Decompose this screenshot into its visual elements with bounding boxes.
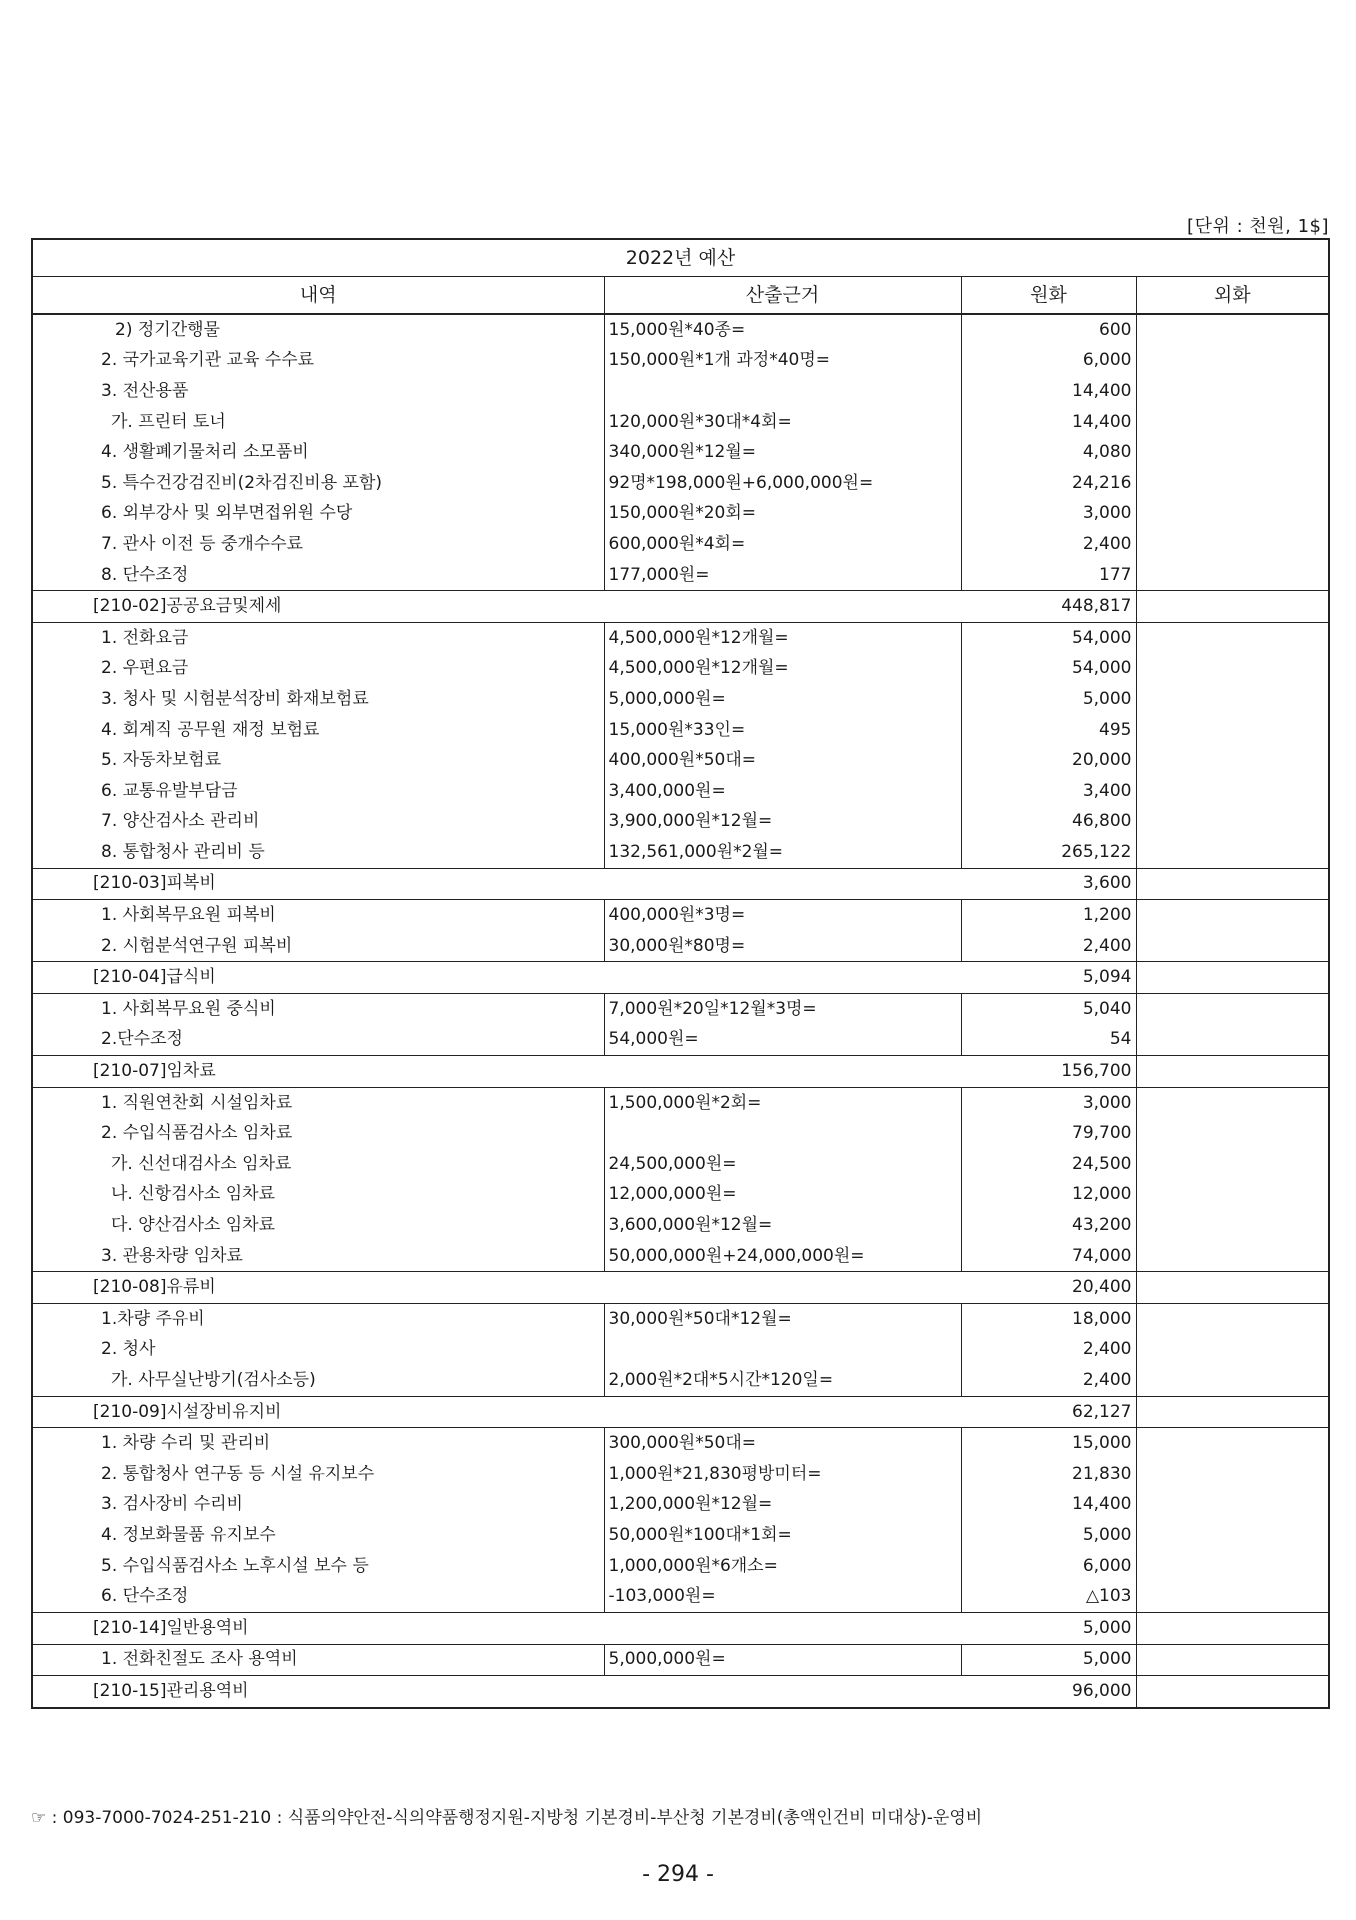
item-foreign (1136, 314, 1329, 346)
item-foreign (1136, 837, 1329, 868)
item-foreign (1136, 1149, 1329, 1180)
item-krw: △103 (961, 1581, 1136, 1612)
section-total-krw: 5,000 (961, 1612, 1136, 1644)
section-total-foreign (1136, 962, 1329, 994)
table-row (32, 468, 1329, 499)
item-basis: 150,000원*1개 과정*40명= (604, 346, 961, 377)
item-foreign (1136, 654, 1329, 685)
item-description: 6. 교통유발부담금 (32, 776, 604, 807)
item-description: 2. 국가교육기관 교육 수수료 (32, 346, 604, 377)
item-krw: 43,200 (961, 1210, 1136, 1241)
item-description: 1. 전화요금 (32, 622, 604, 653)
table-row (32, 346, 1329, 377)
table-row (32, 1210, 1329, 1241)
item-foreign (1136, 1210, 1329, 1241)
item-krw: 12,000 (961, 1180, 1136, 1211)
item-basis: 300,000원*50대= (604, 1428, 961, 1459)
item-krw: 54,000 (961, 654, 1136, 685)
table-row (32, 1581, 1329, 1612)
footnote: ☞ : 093-7000-7024-251-210 : 식품의약안전-식의약품행정지원-지방청 기본경비-부산청 기본경비(총액인건비 미대상)-운영비 (31, 1808, 983, 1828)
item-foreign (1136, 437, 1329, 468)
item-description: 7. 양산검사소 관리비 (32, 807, 604, 838)
section-total-foreign (1136, 1612, 1329, 1644)
table-row (32, 837, 1329, 868)
item-description: 5. 수입식품검사소 노후시설 보수 등 (32, 1551, 604, 1582)
item-description: 나. 신항검사소 임차료 (32, 1180, 604, 1211)
item-basis: 132,561,000원*2월= (604, 837, 961, 868)
section-label: [210-14]일반용역비 (32, 1612, 961, 1644)
section-total-foreign (1136, 1676, 1329, 1708)
item-description: 8. 통합청사 관리비 등 (32, 837, 604, 868)
item-krw: 21,830 (961, 1459, 1136, 1490)
section-label: [210-02]공공요금및제세 (32, 591, 961, 623)
table-row (32, 900, 1329, 931)
item-foreign (1136, 1365, 1329, 1396)
header-krw: 원화 (961, 277, 1136, 315)
table-row (32, 1087, 1329, 1118)
item-foreign (1136, 715, 1329, 746)
item-basis: 54,000원= (604, 1025, 961, 1056)
section-total-krw: 62,127 (961, 1396, 1136, 1428)
item-basis: 4,500,000원*12개월= (604, 654, 961, 685)
table-row (32, 1520, 1329, 1551)
item-basis: 177,000원= (604, 560, 961, 591)
item-basis: 24,500,000원= (604, 1149, 961, 1180)
item-foreign (1136, 684, 1329, 715)
section-label: [210-08]유류비 (32, 1272, 961, 1304)
item-basis: 30,000원*50대*12월= (604, 1304, 961, 1335)
table-row (32, 1365, 1329, 1396)
item-krw: 3,000 (961, 1087, 1136, 1118)
item-krw: 6,000 (961, 346, 1136, 377)
item-krw: 5,040 (961, 994, 1136, 1025)
item-foreign (1136, 622, 1329, 653)
item-krw: 2,400 (961, 931, 1136, 962)
item-foreign (1136, 1118, 1329, 1149)
section-total-krw: 156,700 (961, 1056, 1136, 1088)
item-foreign (1136, 994, 1329, 1025)
item-krw: 600 (961, 314, 1136, 346)
table-row (32, 1180, 1329, 1211)
item-basis: 3,600,000원*12월= (604, 1210, 961, 1241)
table-title-row (32, 239, 1329, 277)
table-row (32, 931, 1329, 962)
section-total-foreign (1136, 868, 1329, 900)
item-foreign (1136, 529, 1329, 560)
item-basis: 400,000원*50대= (604, 745, 961, 776)
item-foreign (1136, 776, 1329, 807)
section-total-krw: 448,817 (961, 591, 1136, 623)
item-basis: 4,500,000원*12개월= (604, 622, 961, 653)
item-description: 5. 자동차보험료 (32, 745, 604, 776)
table-row (32, 745, 1329, 776)
item-krw: 5,000 (961, 1644, 1136, 1676)
item-foreign (1136, 1644, 1329, 1676)
item-description: 1. 차량 수리 및 관리비 (32, 1428, 604, 1459)
table-row (32, 560, 1329, 591)
item-foreign (1136, 1520, 1329, 1551)
item-basis: 15,000원*40종= (604, 314, 961, 346)
item-description: 4. 생활폐기물처리 소모품비 (32, 437, 604, 468)
item-foreign (1136, 931, 1329, 962)
item-description: 6. 외부강사 및 외부면접위원 수당 (32, 499, 604, 530)
item-krw: 5,000 (961, 1520, 1136, 1551)
item-description: 2. 시험분석연구원 피복비 (32, 931, 604, 962)
item-basis: 600,000원*4회= (604, 529, 961, 560)
table-row (32, 776, 1329, 807)
item-foreign (1136, 1087, 1329, 1118)
section-total-krw: 5,094 (961, 962, 1136, 994)
section-total-krw: 20,400 (961, 1272, 1136, 1304)
section-total-foreign (1136, 1056, 1329, 1088)
item-krw: 18,000 (961, 1304, 1136, 1335)
item-description: 4. 정보화물품 유지보수 (32, 1520, 604, 1551)
table-row (32, 1644, 1329, 1676)
item-basis: 2,000원*2대*5시간*120일= (604, 1365, 961, 1396)
header-foreign: 외화 (1136, 277, 1329, 315)
item-description: 2) 정기간행물 (32, 314, 604, 346)
item-foreign (1136, 1551, 1329, 1582)
item-basis: 1,500,000원*2회= (604, 1087, 961, 1118)
item-foreign (1136, 376, 1329, 407)
table-row (32, 407, 1329, 438)
item-foreign (1136, 499, 1329, 530)
item-description: 1.차량 주유비 (32, 1304, 604, 1335)
header-description: 내역 (32, 277, 604, 315)
item-krw: 14,400 (961, 1490, 1136, 1521)
section-label: [210-04]급식비 (32, 962, 961, 994)
item-description: 2. 우편요금 (32, 654, 604, 685)
item-krw: 20,000 (961, 745, 1136, 776)
section-row (32, 1612, 1329, 1644)
item-basis: -103,000원= (604, 1581, 961, 1612)
item-basis: 1,200,000원*12월= (604, 1490, 961, 1521)
table-row (32, 715, 1329, 746)
item-description: 3. 전산용품 (32, 376, 604, 407)
table-row (32, 437, 1329, 468)
section-row (32, 868, 1329, 900)
table-body (32, 314, 1329, 1708)
item-description: 1. 직원연찬회 시설임차료 (32, 1087, 604, 1118)
item-krw: 2,400 (961, 529, 1136, 560)
item-basis: 3,400,000원= (604, 776, 961, 807)
item-krw: 5,000 (961, 684, 1136, 715)
table-row (32, 314, 1329, 346)
section-row (32, 1056, 1329, 1088)
item-basis: 5,000,000원= (604, 1644, 961, 1676)
table-row (32, 499, 1329, 530)
item-basis: 120,000원*30대*4회= (604, 407, 961, 438)
item-krw: 54 (961, 1025, 1136, 1056)
item-krw: 54,000 (961, 622, 1136, 653)
table-row (32, 684, 1329, 715)
section-label: [210-03]피복비 (32, 868, 961, 900)
table-row (32, 1304, 1329, 1335)
unit-label: [단위 : 천원, 1$] (1187, 216, 1329, 237)
item-description: 가. 사무실난방기(검사소등) (32, 1365, 604, 1396)
item-foreign (1136, 807, 1329, 838)
item-basis: 50,000원*100대*1회= (604, 1520, 961, 1551)
item-description: 가. 프린터 토너 (32, 407, 604, 438)
section-row (32, 1396, 1329, 1428)
item-krw: 15,000 (961, 1428, 1136, 1459)
item-krw: 79,700 (961, 1118, 1136, 1149)
table-row (32, 1551, 1329, 1582)
section-row (32, 962, 1329, 994)
table-row (32, 1241, 1329, 1272)
section-row (32, 1676, 1329, 1708)
item-description: 3. 검사장비 수리비 (32, 1490, 604, 1521)
item-basis: 150,000원*20회= (604, 499, 961, 530)
item-basis: 92명*198,000원+6,000,000원= (604, 468, 961, 499)
section-total-foreign (1136, 1396, 1329, 1428)
table-row (32, 1025, 1329, 1056)
section-label: [210-15]관리용역비 (32, 1676, 961, 1708)
table-row (32, 654, 1329, 685)
item-description: 2. 수입식품검사소 임차료 (32, 1118, 604, 1149)
table-row (32, 376, 1329, 407)
item-krw: 74,000 (961, 1241, 1136, 1272)
item-basis: 15,000원*33인= (604, 715, 961, 746)
budget-table (31, 238, 1330, 1709)
item-description: 6. 단수조정 (32, 1581, 604, 1612)
item-krw: 495 (961, 715, 1136, 746)
item-basis: 7,000원*20일*12월*3명= (604, 994, 961, 1025)
item-basis: 3,900,000원*12월= (604, 807, 961, 838)
item-foreign (1136, 1581, 1329, 1612)
item-krw: 24,216 (961, 468, 1136, 499)
item-description: 3. 청사 및 시험분석장비 화재보험료 (32, 684, 604, 715)
item-foreign (1136, 468, 1329, 499)
section-total-krw: 96,000 (961, 1676, 1136, 1708)
section-label: [210-07]임차료 (32, 1056, 961, 1088)
item-foreign (1136, 1304, 1329, 1335)
item-description: 다. 양산검사소 임차료 (32, 1210, 604, 1241)
item-basis: 340,000원*12월= (604, 437, 961, 468)
item-foreign (1136, 1180, 1329, 1211)
item-description: 7. 관사 이전 등 중개수수료 (32, 529, 604, 560)
item-basis (604, 376, 961, 407)
item-basis: 30,000원*80명= (604, 931, 961, 962)
section-total-foreign (1136, 1272, 1329, 1304)
table-title: 2022년 예산 (32, 239, 1329, 277)
item-krw: 177 (961, 560, 1136, 591)
item-description: 4. 회계직 공무원 재정 보험료 (32, 715, 604, 746)
item-foreign (1136, 1241, 1329, 1272)
item-krw: 3,000 (961, 499, 1136, 530)
item-basis (604, 1335, 961, 1366)
item-krw: 2,400 (961, 1335, 1136, 1366)
item-description: 3. 관용차량 임차료 (32, 1241, 604, 1272)
item-foreign (1136, 560, 1329, 591)
item-description: 2. 청사 (32, 1335, 604, 1366)
item-description: 가. 신선대검사소 임차료 (32, 1149, 604, 1180)
item-foreign (1136, 745, 1329, 776)
table-row (32, 1459, 1329, 1490)
item-foreign (1136, 1428, 1329, 1459)
section-row (32, 591, 1329, 623)
item-foreign (1136, 407, 1329, 438)
item-basis: 1,000원*21,830평방미터= (604, 1459, 961, 1490)
item-krw: 14,400 (961, 407, 1136, 438)
table-row (32, 529, 1329, 560)
item-basis: 12,000,000원= (604, 1180, 961, 1211)
item-description: 1. 전화친절도 조사 용역비 (32, 1644, 604, 1676)
section-label: [210-09]시설장비유지비 (32, 1396, 961, 1428)
item-krw: 14,400 (961, 376, 1136, 407)
item-description: 1. 사회복무요원 중식비 (32, 994, 604, 1025)
item-basis: 5,000,000원= (604, 684, 961, 715)
item-krw: 265,122 (961, 837, 1136, 868)
item-description: 8. 단수조정 (32, 560, 604, 591)
table-row (32, 1428, 1329, 1459)
item-basis (604, 1118, 961, 1149)
page-number: - 294 - (642, 1862, 714, 1887)
table-row (32, 1490, 1329, 1521)
item-krw: 3,400 (961, 776, 1136, 807)
item-krw: 2,400 (961, 1365, 1136, 1396)
item-basis: 400,000원*3명= (604, 900, 961, 931)
section-total-krw: 3,600 (961, 868, 1136, 900)
table-row (32, 1149, 1329, 1180)
item-description: 2. 통합청사 연구동 등 시설 유지보수 (32, 1459, 604, 1490)
item-foreign (1136, 1490, 1329, 1521)
table-header-row (32, 277, 1329, 315)
item-krw: 4,080 (961, 437, 1136, 468)
table-row (32, 1118, 1329, 1149)
item-description: 5. 특수건강검진비(2차검진비용 포함) (32, 468, 604, 499)
item-foreign (1136, 1459, 1329, 1490)
item-foreign (1136, 1335, 1329, 1366)
item-description: 1. 사회복무요원 피복비 (32, 900, 604, 931)
table-row (32, 807, 1329, 838)
item-basis: 1,000,000원*6개소= (604, 1551, 961, 1582)
item-krw: 1,200 (961, 900, 1136, 931)
table-row (32, 1335, 1329, 1366)
header-basis: 산출근거 (604, 277, 961, 315)
item-basis: 50,000,000원+24,000,000원= (604, 1241, 961, 1272)
item-foreign (1136, 900, 1329, 931)
table-row (32, 622, 1329, 653)
section-total-foreign (1136, 591, 1329, 623)
item-foreign (1136, 346, 1329, 377)
item-foreign (1136, 1025, 1329, 1056)
section-row (32, 1272, 1329, 1304)
table-row (32, 994, 1329, 1025)
item-krw: 46,800 (961, 807, 1136, 838)
item-krw: 24,500 (961, 1149, 1136, 1180)
item-description: 2.단수조정 (32, 1025, 604, 1056)
item-krw: 6,000 (961, 1551, 1136, 1582)
